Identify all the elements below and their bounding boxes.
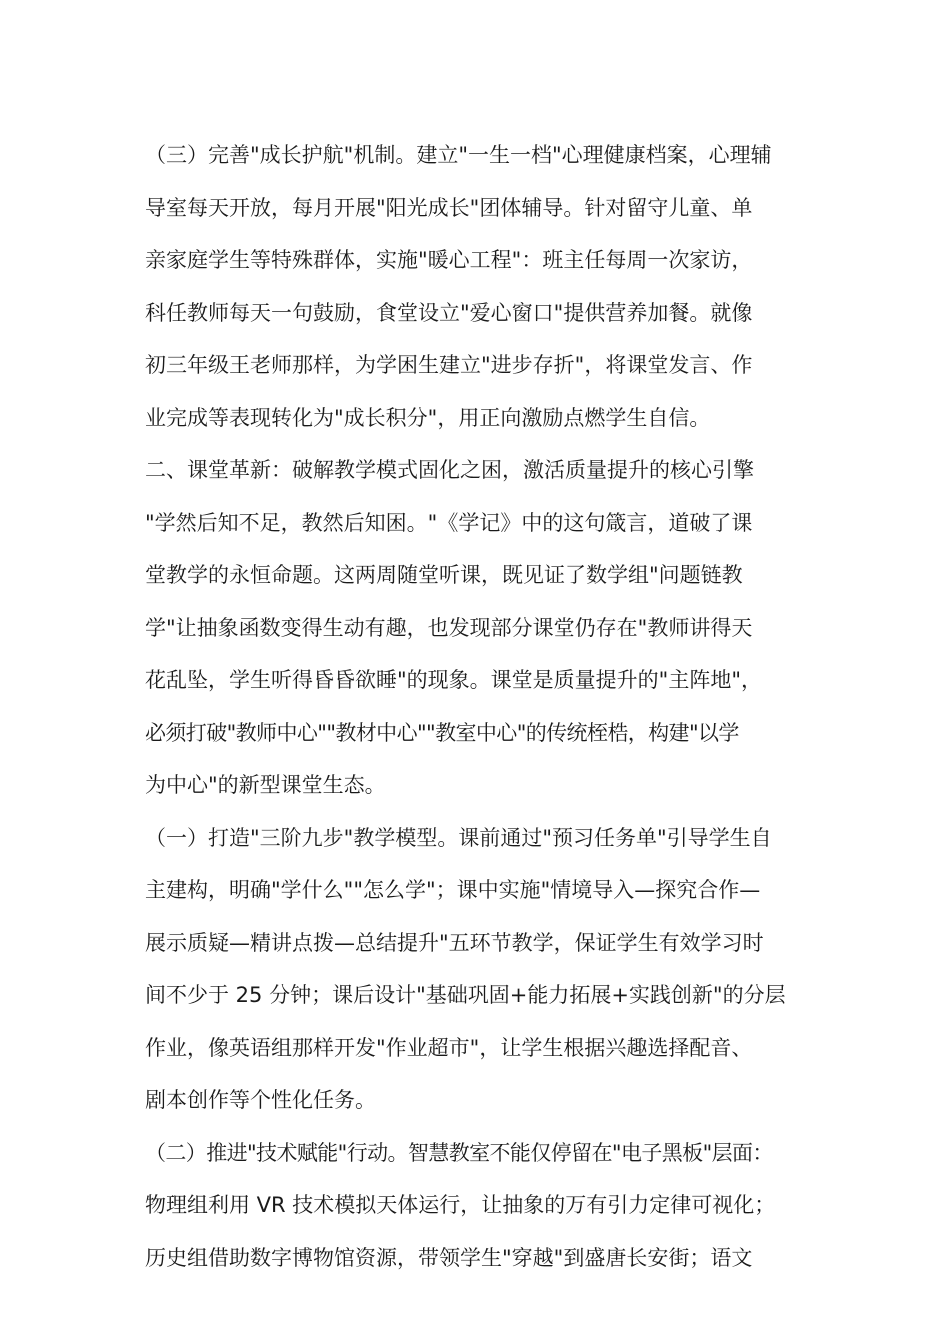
paragraph-teaching-model-line-1: （一）打造"三阶九步"教学模型。课前通过"预习任务单"引导学生自 [145,825,772,850]
paragraph-growth-mechanism-line-1: （三）完善"成长护航"机制。建立"一生一档"心理健康档案，心理辅 [145,143,772,167]
paragraph-growth-mechanism-line-2: 导室每天开放，每月开展"阳光成长"团体辅导。针对留守儿童、单 [145,195,753,220]
paragraph-xueji-line-6: 为中心"的新型课堂生态。 [145,773,386,797]
paragraph-xueji-line-3: 学"让抽象函数变得生动有趣，也发现部分课堂仍存在"教师讲得天 [145,615,753,640]
paragraph-growth-mechanism-line-4: 科任教师每天一句鼓励，食堂设立"爱心窗口"提供营养加餐。就像 [145,300,753,325]
paragraph-teaching-model-line-5: 作业，像英语组那样开发"作业超市"，让学生根据兴趣选择配音、 [145,1035,753,1060]
paragraph-teaching-model-line-2: 主建构，明确"学什么""怎么学"；课中实施"情境导入—探究合作— [145,878,761,902]
paragraph-growth-mechanism-line-6: 业完成等表现转化为"成长积分"，用正向激励点燃学生自信。 [145,405,711,430]
paragraph-tech-empowerment-line-1: （二）推进"技术赋能"行动。智慧教室不能仅停留在"电子黑板"层面： [145,1140,773,1165]
document-body [145,129,810,1284]
paragraph-xueji-line-2: 堂教学的永恒命题。这两周随堂听课，既见证了数学组"问题链教 [145,563,743,587]
paragraph-xueji-line-5: 必须打破"教师中心""教材中心""教室中心"的传统桎梏，构建"以学 [145,720,739,745]
paragraph-tech-empowerment-line-3: 历史组借助数字博物馆资源，带领学生"穿越"到盛唐长安街；语文 [145,1245,753,1270]
paragraph-xueji-line-4: 花乱坠，学生听得昏昏欲睡"的现象。课堂是质量提升的"主阵地"， [145,668,762,692]
section-heading-classroom-innovation: 二、课堂革新：破解教学模式固化之困，激活质量提升的核心引擎 [145,458,754,482]
paragraph-growth-mechanism-line-3: 亲家庭学生等特殊群体，实施"暖心工程"：班主任每周一次家访， [145,248,753,272]
paragraph-teaching-model-line-3: 展示质疑—精讲点拨—总结提升"五环节教学，保证学生有效学习时 [145,930,764,955]
paragraph-xueji-line-1: "学然后知不足，教然后知困。"《学记》中的这句箴言，道破了课 [145,510,753,535]
paragraph-teaching-model-line-4: 间不少于 25 分钟；课后设计"基础巩固+能力拓展+实践创新"的分层 [145,983,786,1007]
paragraph-growth-mechanism-line-5: 初三年级王老师那样，为学困生建立"进步存折"，将课堂发言、作 [145,353,753,377]
paragraph-teaching-model-line-6: 剧本创作等个性化任务。 [145,1088,376,1112]
paragraph-tech-empowerment-line-2: 物理组利用 VR 技术模拟天体运行，让抽象的万有引力定律可视化； [145,1193,776,1217]
